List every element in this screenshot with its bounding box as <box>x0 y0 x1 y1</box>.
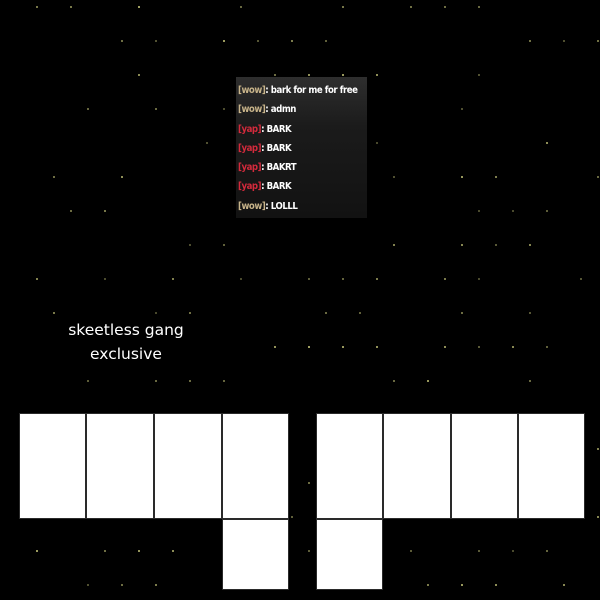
grid-dot <box>376 278 378 280</box>
grid-dot <box>138 550 140 552</box>
grid-dot <box>36 550 38 552</box>
grid-dot <box>87 380 89 382</box>
grid-dot <box>359 312 361 314</box>
grid-dot <box>138 6 140 8</box>
grid-dot <box>461 176 463 178</box>
grid-dot <box>546 210 548 212</box>
grid-dot <box>308 346 310 348</box>
grid-dot <box>478 550 480 552</box>
grid-dot <box>495 584 497 586</box>
grid-dot <box>410 6 412 8</box>
grid-dot <box>427 380 429 382</box>
grid-dot <box>512 346 514 348</box>
grid-dot <box>189 380 191 382</box>
chat-line <box>238 158 349 177</box>
grid-dot <box>342 346 344 348</box>
grid-dot <box>121 40 123 42</box>
grid-dot <box>529 312 531 314</box>
grid-dot <box>172 550 174 552</box>
grid-dot <box>393 244 395 246</box>
grid-dot <box>308 550 310 552</box>
grid-dot <box>444 278 446 280</box>
grid-dot <box>138 74 140 76</box>
chat-tag: [yap] <box>238 181 262 193</box>
grid-dot <box>172 278 174 280</box>
grid-dot <box>427 584 429 586</box>
grid-dot <box>478 346 480 348</box>
grid-dot <box>376 74 378 76</box>
grid-dot <box>461 584 463 586</box>
grid-dot <box>155 40 157 42</box>
chat-message: BARK <box>266 142 292 154</box>
grid-dot <box>53 312 55 314</box>
chat-tag: [wow] <box>238 104 266 116</box>
chat-line <box>238 100 349 119</box>
grid-dot <box>240 6 242 8</box>
grid-dot <box>53 176 55 178</box>
grid-dot <box>563 584 565 586</box>
template-panel <box>19 413 86 519</box>
chat-separator: : <box>265 200 271 212</box>
grid-dot <box>291 40 293 42</box>
grid-dot <box>104 550 106 552</box>
grid-dot <box>36 6 38 8</box>
chat-tag: [yap] <box>238 162 262 174</box>
grid-dot <box>529 40 531 42</box>
chat-message: BARK <box>266 123 292 135</box>
template-panel <box>383 413 451 519</box>
template-panel <box>518 413 585 519</box>
grid-dot <box>597 516 599 518</box>
grid-dot <box>393 176 395 178</box>
grid-dot <box>342 278 344 280</box>
grid-dot <box>461 244 463 246</box>
grid-dot <box>529 380 531 382</box>
chat-box <box>236 77 367 218</box>
template-panel <box>222 519 289 590</box>
grid-dot <box>70 210 72 212</box>
grid-dot <box>189 244 191 246</box>
chat-line <box>238 139 349 158</box>
grid-dot <box>240 278 242 280</box>
grid-dot <box>461 312 463 314</box>
grid-dot <box>308 74 310 76</box>
grid-dot <box>223 244 225 246</box>
grid-dot <box>155 108 157 110</box>
grid-dot <box>223 108 225 110</box>
template-panel <box>154 413 222 519</box>
grid-dot <box>444 6 446 8</box>
chat-message: BARK <box>266 181 292 193</box>
grid-dot <box>597 40 599 42</box>
grid-dot <box>478 278 480 280</box>
template-panel <box>86 413 154 519</box>
grid-dot <box>461 108 463 110</box>
grid-dot <box>342 6 344 8</box>
template-panel <box>222 413 289 519</box>
grid-dot <box>274 74 276 76</box>
grid-dot <box>308 278 310 280</box>
grid-dot <box>444 346 446 348</box>
chat-line <box>238 197 349 216</box>
grid-dot <box>155 380 157 382</box>
grid-dot <box>121 584 123 586</box>
chat-tag: [wow] <box>238 200 266 212</box>
grid-dot <box>325 40 327 42</box>
grid-dot <box>563 40 565 42</box>
grid-dot <box>308 482 310 484</box>
chat-separator: : <box>265 104 271 116</box>
grid-dot <box>104 278 106 280</box>
grid-dot <box>155 584 157 586</box>
grid-dot <box>495 244 497 246</box>
grid-dot <box>478 74 480 76</box>
grid-dot <box>478 210 480 212</box>
caption-line: skeetless gang <box>68 321 184 339</box>
grid-dot <box>223 380 225 382</box>
grid-dot <box>189 312 191 314</box>
grid-dot <box>512 210 514 212</box>
grid-dot <box>495 176 497 178</box>
grid-dot <box>597 176 599 178</box>
grid-dot <box>87 584 89 586</box>
grid-dot <box>70 6 72 8</box>
grid-dot <box>546 346 548 348</box>
grid-dot <box>393 380 395 382</box>
grid-dot <box>223 40 225 42</box>
chat-line <box>238 120 349 139</box>
grid-dot <box>410 550 412 552</box>
grid-dot <box>546 142 548 144</box>
grid-dot <box>376 142 378 144</box>
chat-tag: [yap] <box>238 123 262 135</box>
chat-separator: : <box>261 162 267 174</box>
grid-dot <box>155 312 157 314</box>
grid-dot <box>36 278 38 280</box>
chat-separator: : <box>261 181 267 193</box>
grid-dot <box>121 176 123 178</box>
grid-dot <box>274 346 276 348</box>
chat-message: LOLLL <box>270 200 298 212</box>
caption-line: exclusive <box>90 345 162 363</box>
chat-message: BAKRT <box>266 162 297 174</box>
grid-dot <box>342 74 344 76</box>
template-panel <box>451 413 518 519</box>
chat-separator: : <box>265 85 271 96</box>
chat-separator: : <box>261 142 267 154</box>
template-panel <box>316 519 383 590</box>
chat-separator: : <box>261 123 267 135</box>
chat-tag: [yap] <box>238 142 262 154</box>
grid-dot <box>87 108 89 110</box>
chat-line <box>238 81 358 100</box>
chat-line <box>238 177 349 196</box>
grid-dot <box>597 448 599 450</box>
grid-dot <box>546 550 548 552</box>
caption-text <box>56 318 196 366</box>
grid-dot <box>376 346 378 348</box>
grid-dot <box>529 244 531 246</box>
template-panel <box>316 413 383 519</box>
grid-dot <box>512 550 514 552</box>
chat-message: admn <box>270 104 296 116</box>
chat-tag: [wow] <box>238 85 266 96</box>
grid-dot <box>580 278 582 280</box>
grid-dot <box>478 6 480 8</box>
grid-dot <box>206 142 208 144</box>
chat-message: bark for me for free <box>270 85 358 96</box>
grid-dot <box>291 516 293 518</box>
grid-dot <box>325 312 327 314</box>
grid-dot <box>257 40 259 42</box>
grid-dot <box>104 210 106 212</box>
